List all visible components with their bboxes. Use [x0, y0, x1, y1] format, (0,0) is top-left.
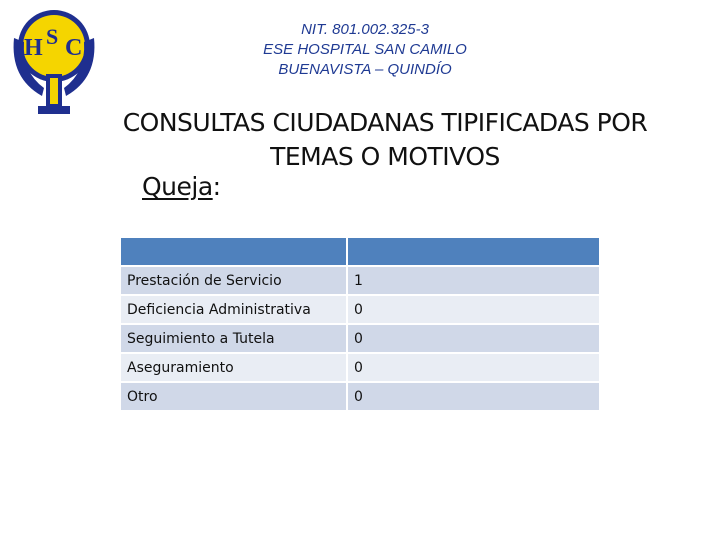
table-row [121, 383, 599, 410]
logo-letter-c: C [65, 35, 83, 61]
logo-letter-s: S [46, 24, 59, 49]
subtitle-word: Queja [142, 172, 213, 201]
motive-label: Aseguramiento [121, 354, 346, 381]
motive-label: Seguimiento a Tutela [121, 325, 346, 352]
table-header-row [121, 238, 599, 265]
section-subtitle [142, 172, 221, 201]
logo-letter-h: H [24, 35, 43, 61]
title-line-1: CONSULTAS CIUDADANAS TIPIFICADAS POR [122, 108, 648, 137]
hospital-logo [8, 8, 100, 118]
table-row [121, 354, 599, 381]
motive-count: 0 [348, 354, 599, 381]
motive-count: 0 [348, 296, 599, 323]
subtitle-colon: : [212, 172, 221, 201]
motive-count: 0 [348, 325, 599, 352]
motive-label: Prestación de Servicio [121, 267, 346, 294]
table-header-cell [121, 238, 346, 265]
motive-count: 1 [348, 267, 599, 294]
hospital-name: ESE HOSPITAL SAN CAMILO [263, 41, 467, 58]
institution-header [200, 20, 530, 80]
motive-count: 0 [348, 383, 599, 410]
title-line-2: TEMAS O MOTIVOS [270, 142, 500, 171]
table-row [121, 325, 599, 352]
table-row [121, 296, 599, 323]
nit-text: NIT. 801.002.325-3 [301, 21, 429, 38]
motives-table [119, 236, 601, 412]
table-header-cell [348, 238, 599, 265]
motive-label: Otro [121, 383, 346, 410]
location-text: BUENAVISTA – QUINDÍO [278, 61, 452, 78]
table-row [121, 267, 599, 294]
page-title [95, 106, 675, 174]
motive-label: Deficiencia Administrativa [121, 296, 346, 323]
